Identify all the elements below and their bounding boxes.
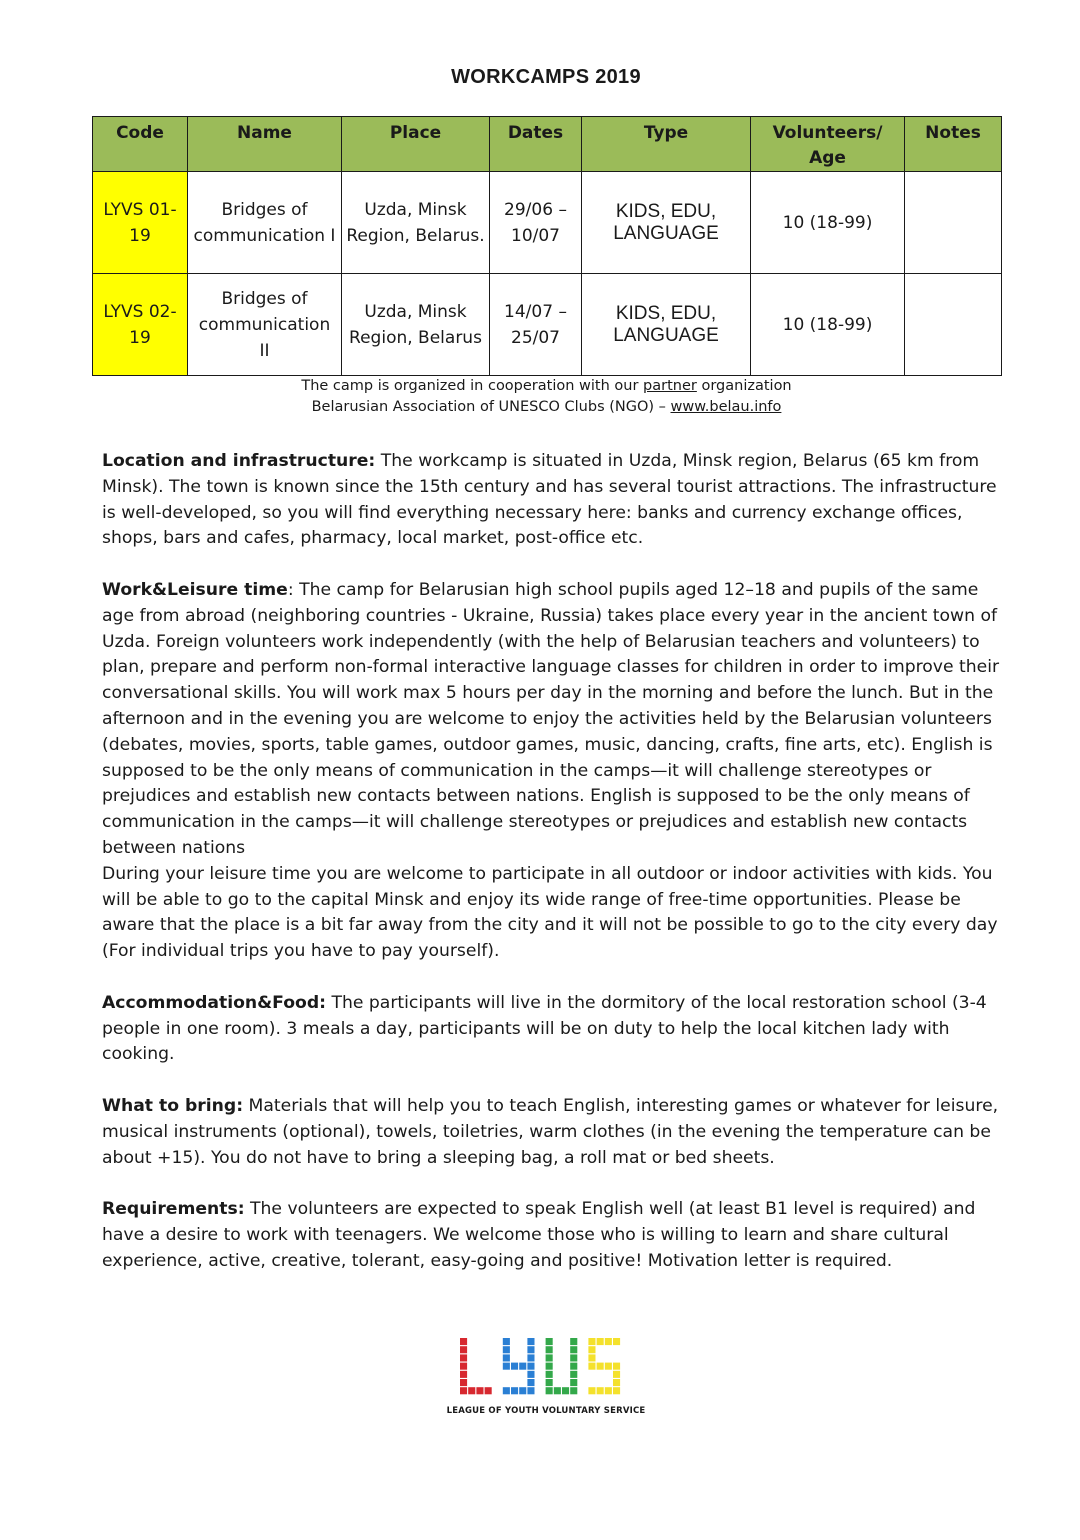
caption-text: organization bbox=[696, 378, 792, 394]
header-type: Type bbox=[582, 117, 751, 172]
section-label: Work&Leisure time bbox=[102, 579, 288, 600]
logo-block bbox=[570, 1371, 577, 1378]
cell-code: LYVS 02-19 bbox=[93, 274, 188, 376]
logo-block bbox=[527, 1363, 534, 1370]
cell-code: LYVS 01-19 bbox=[93, 172, 188, 274]
logo-block bbox=[588, 1387, 595, 1394]
header-dates: Dates bbox=[490, 117, 582, 172]
logo-block bbox=[503, 1363, 510, 1370]
section-text: The participants will live in the dormitory of the local restoration school (3-4 people in one room). 3 meals a day, participants will be on duty to help the local kitchen lady with cooking. bbox=[102, 992, 987, 1065]
logo-block bbox=[503, 1387, 510, 1394]
section-label: Accommodation&Food: bbox=[102, 992, 326, 1013]
table-row bbox=[93, 274, 1002, 376]
logo-block bbox=[588, 1346, 595, 1353]
lyvs-logo bbox=[460, 1338, 636, 1396]
header-place: Place bbox=[342, 117, 490, 172]
logo-block bbox=[527, 1387, 534, 1394]
logo-block bbox=[460, 1354, 467, 1361]
section-label: What to bring: bbox=[102, 1095, 244, 1116]
logo-block bbox=[588, 1363, 595, 1370]
logo-block bbox=[527, 1338, 534, 1345]
logo-block bbox=[519, 1387, 526, 1394]
logo-block bbox=[570, 1363, 577, 1370]
section-text: Materials that will help you to teach English, interesting games or whatever for leisure, musical instruments (optional), towels, toiletries, warm clothes (in the evening the temperature can be about +15). You do not have to bring a sleeping bag, a roll mat or bed sheets. bbox=[102, 1095, 999, 1168]
cell-place: Uzda, Minsk Region, Belarus bbox=[342, 274, 490, 376]
logo-block bbox=[468, 1387, 475, 1394]
logo-block bbox=[588, 1354, 595, 1361]
section-text: : The camp for Belarusian high school pupils aged 12–18 and pupils of the same age from abroad (neighboring countries - Ukraine, Russia) takes place every year in the ancient town of Uzda. Foreign volunteers work independently (with the help of Belarusian teachers and volunteers) to plan, prepare and perform non-formal interactive language classes for children in order to improve their conversational skills. You will work max 5 hours per day in the morning and before the lunch. But in the afternoon and in the evening you are welcome to enjoy the activities held by the Belarusian volunteers (debates, movies, sports, table games, outdoor games, music, dancing, crafts, fine arts, etc). English is supposed to be the only means of communication in the camps—it will challenge stereotypes or prejudices and establish new contacts between nations. English is supposed to be the only means of communication in the camps—it will challenge stereotypes or prejudices and establish new contacts between nations bbox=[102, 579, 1000, 858]
section-text: The workcamp is situated in Uzda, Minsk region, Belarus (65 km from Minsk). The town is known since the 15th century and has several tourist attractions. The infrastructure is well-developed, so you will find everything necessary here: banks and currency exchange offices, shops, bars and cafes, pharmacy, local market, post-office etc. bbox=[102, 451, 997, 549]
logo-block bbox=[605, 1338, 612, 1345]
table-header-row bbox=[93, 117, 1002, 172]
logo-block bbox=[503, 1354, 510, 1361]
logo-block bbox=[570, 1346, 577, 1353]
caption-line-2 bbox=[92, 397, 1001, 418]
logo-block bbox=[460, 1387, 467, 1394]
partner-link[interactable]: partner bbox=[643, 378, 697, 394]
logo-block bbox=[460, 1363, 467, 1370]
logo-block bbox=[511, 1363, 518, 1370]
logo-block bbox=[613, 1338, 620, 1345]
logo-block bbox=[570, 1354, 577, 1361]
table-caption bbox=[92, 376, 1001, 418]
logo-block bbox=[476, 1387, 483, 1394]
logo-block bbox=[546, 1363, 553, 1370]
logo-block bbox=[460, 1346, 467, 1353]
cell-notes bbox=[905, 172, 1002, 274]
logo-block bbox=[546, 1346, 553, 1353]
header-code: Code bbox=[93, 117, 188, 172]
logo-block bbox=[527, 1371, 534, 1378]
logo-block bbox=[597, 1338, 604, 1345]
logo-block bbox=[570, 1387, 577, 1394]
location-paragraph bbox=[102, 449, 1002, 552]
page-title: WORKCAMPS 2019 bbox=[451, 66, 641, 88]
cell-name: Bridges of communication I bbox=[188, 172, 342, 274]
caption-text: The camp is organized in cooperation with our bbox=[301, 378, 644, 394]
logo-block bbox=[562, 1387, 569, 1394]
logo-block bbox=[511, 1387, 518, 1394]
logo-block bbox=[546, 1379, 553, 1386]
cell-type: KIDS, EDU, LANGUAGE bbox=[582, 172, 751, 274]
logo-block bbox=[570, 1338, 577, 1345]
header-name: Name bbox=[188, 117, 342, 172]
cell-place: Uzda, Minsk Region, Belarus. bbox=[342, 172, 490, 274]
bring-paragraph bbox=[102, 1094, 1002, 1171]
logo-block bbox=[597, 1363, 604, 1370]
cell-volunteers: 10 (18-99) bbox=[751, 274, 905, 376]
logo-block bbox=[546, 1387, 553, 1394]
caption-text: Belarusian Association of UNESCO Clubs (NGO) – bbox=[311, 399, 671, 415]
workcamps-table bbox=[92, 116, 1002, 376]
leisure-paragraph: During your leisure time you are welcome to participate in all outdoor or indoor activities with kids. You will be able to go to the capital Minsk and enjoy its wide range of free-time opportunities. Please be aware that the place is a bit far away from the city and it will not be possible to go to the city every day (For individual trips you have to pay yourself). bbox=[102, 863, 998, 962]
cell-dates: 14/07 – 25/07 bbox=[490, 274, 582, 376]
header-notes: Notes bbox=[905, 117, 1002, 172]
table-row bbox=[93, 172, 1002, 274]
logo-block bbox=[460, 1371, 467, 1378]
cell-volunteers: 10 (18-99) bbox=[751, 172, 905, 274]
cell-notes bbox=[905, 274, 1002, 376]
logo-block bbox=[613, 1379, 620, 1386]
description-body bbox=[102, 449, 1002, 1300]
logo-block bbox=[503, 1346, 510, 1353]
cell-name: Bridges of communication II bbox=[188, 274, 342, 376]
cell-type: KIDS, EDU, LANGUAGE bbox=[582, 274, 751, 376]
logo-block bbox=[460, 1338, 467, 1345]
accommodation-paragraph bbox=[102, 991, 1002, 1068]
logo-block bbox=[485, 1387, 492, 1394]
logo-block bbox=[546, 1371, 553, 1378]
logo-block bbox=[570, 1379, 577, 1386]
logo-block bbox=[605, 1387, 612, 1394]
logo-block bbox=[527, 1346, 534, 1353]
section-label: Requirements: bbox=[102, 1199, 245, 1220]
requirements-paragraph bbox=[102, 1197, 1002, 1274]
header-volunteers: Volunteers/ Age bbox=[751, 117, 905, 172]
logo-block bbox=[503, 1338, 510, 1345]
logo-block bbox=[527, 1379, 534, 1386]
logo-block bbox=[613, 1371, 620, 1378]
logo-block bbox=[597, 1387, 604, 1394]
section-text: The volunteers are expected to speak English well (at least B1 level is required) and have a desire to work with teenagers. We welcome those who is willing to learn and share cultural experience, active, creative, tolerant, easy-going and positive! Motivation letter is required. bbox=[102, 1199, 976, 1271]
logo-block bbox=[554, 1387, 561, 1394]
logo-block bbox=[605, 1363, 612, 1370]
logo-block bbox=[527, 1354, 534, 1361]
section-label: Location and infrastructure: bbox=[102, 451, 376, 471]
logo-block bbox=[588, 1338, 595, 1345]
logo-tagline: LEAGUE OF YOUTH VOLUNTARY SERVICE bbox=[446, 1406, 646, 1416]
logo-block bbox=[613, 1363, 620, 1370]
logo-block bbox=[460, 1379, 467, 1386]
logo-block bbox=[546, 1354, 553, 1361]
caption-line-1 bbox=[92, 376, 1001, 397]
logo-block bbox=[613, 1387, 620, 1394]
cell-dates: 29/06 – 10/07 bbox=[490, 172, 582, 274]
logo-block bbox=[519, 1363, 526, 1370]
logo-block bbox=[546, 1338, 553, 1345]
website-link[interactable]: www.belau.info bbox=[670, 399, 782, 415]
work-paragraph bbox=[102, 578, 1002, 862]
